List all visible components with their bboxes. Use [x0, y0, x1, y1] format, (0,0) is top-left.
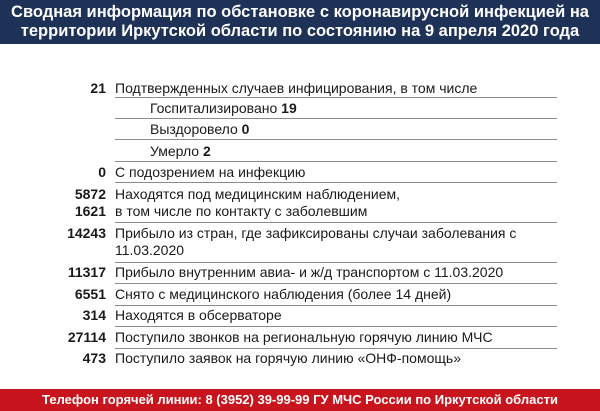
divider — [115, 161, 557, 162]
divider — [115, 139, 557, 140]
requests-label: Поступило заявок на горячую линию «ОНФ-помощь» — [115, 350, 461, 366]
suspected-value: 0 — [98, 164, 106, 180]
recovered-label: Выздоровело 0 — [150, 121, 250, 137]
observation-value-1: 5872 — [74, 186, 106, 202]
observation-label-1: Находятся под медицинским наблюдением, — [115, 186, 401, 202]
observation-value-2: 1621 — [74, 203, 106, 219]
died-label: Умерло 2 — [150, 143, 211, 159]
arrived-abroad-label-2: 11.03.2020 — [115, 242, 185, 258]
divider — [115, 222, 557, 223]
divider — [115, 326, 557, 327]
suspected-label: С подозрением на инфекцию — [115, 164, 306, 180]
arrived-abroad-value: 14243 — [67, 225, 106, 241]
confirmed-value: 21 — [90, 80, 106, 96]
removed-value: 6551 — [74, 286, 106, 302]
hospitalized-value: 19 — [281, 100, 297, 116]
divider — [115, 182, 557, 183]
divider — [115, 283, 557, 284]
observation-label-2: в том числе по контакту с заболевшим — [115, 203, 368, 219]
hospitalized-label: Госпитализировано 19 — [150, 100, 297, 116]
recovered-value: 0 — [241, 121, 250, 137]
arrived-domestic-value: 11317 — [67, 264, 106, 280]
arrived-domestic-label: Прибыло внутренним авиа- и ж/д транспортом с 11.03.2020 — [115, 264, 504, 280]
confirmed-label: Подтвержденных случаев инфицирования, в том числе — [115, 80, 478, 96]
calls-value: 27114 — [67, 329, 106, 345]
title-line-2: территории Иркутской области по состоянию на 9 апреля 2020 года — [20, 22, 580, 40]
divider — [115, 118, 557, 119]
calls-label: Поступило звонков на региональную горячую линию МЧС — [115, 329, 493, 345]
divider — [115, 305, 557, 306]
title-line-1: Сводная информация по обстановке с коронавирусной инфекцией на — [11, 3, 589, 21]
observatory-value: 314 — [82, 307, 106, 323]
divider — [115, 97, 557, 98]
page-title — [0, 0, 600, 44]
died-value: 2 — [203, 143, 211, 159]
hotline-banner: Телефон горячей линии: 8 (3952) 39-99-99 ГУ МЧС России по Иркутской области — [0, 389, 600, 411]
removed-label: Снято с медицинского наблюдения (более 14 дней) — [115, 286, 452, 302]
requests-value: 473 — [82, 350, 106, 366]
observatory-label: Находятся в обсерваторе — [115, 307, 282, 323]
arrived-abroad-label-1: Прибыло из стран, где зафиксированы случаи заболевания с — [115, 225, 517, 241]
divider — [115, 262, 557, 263]
divider — [115, 348, 557, 349]
